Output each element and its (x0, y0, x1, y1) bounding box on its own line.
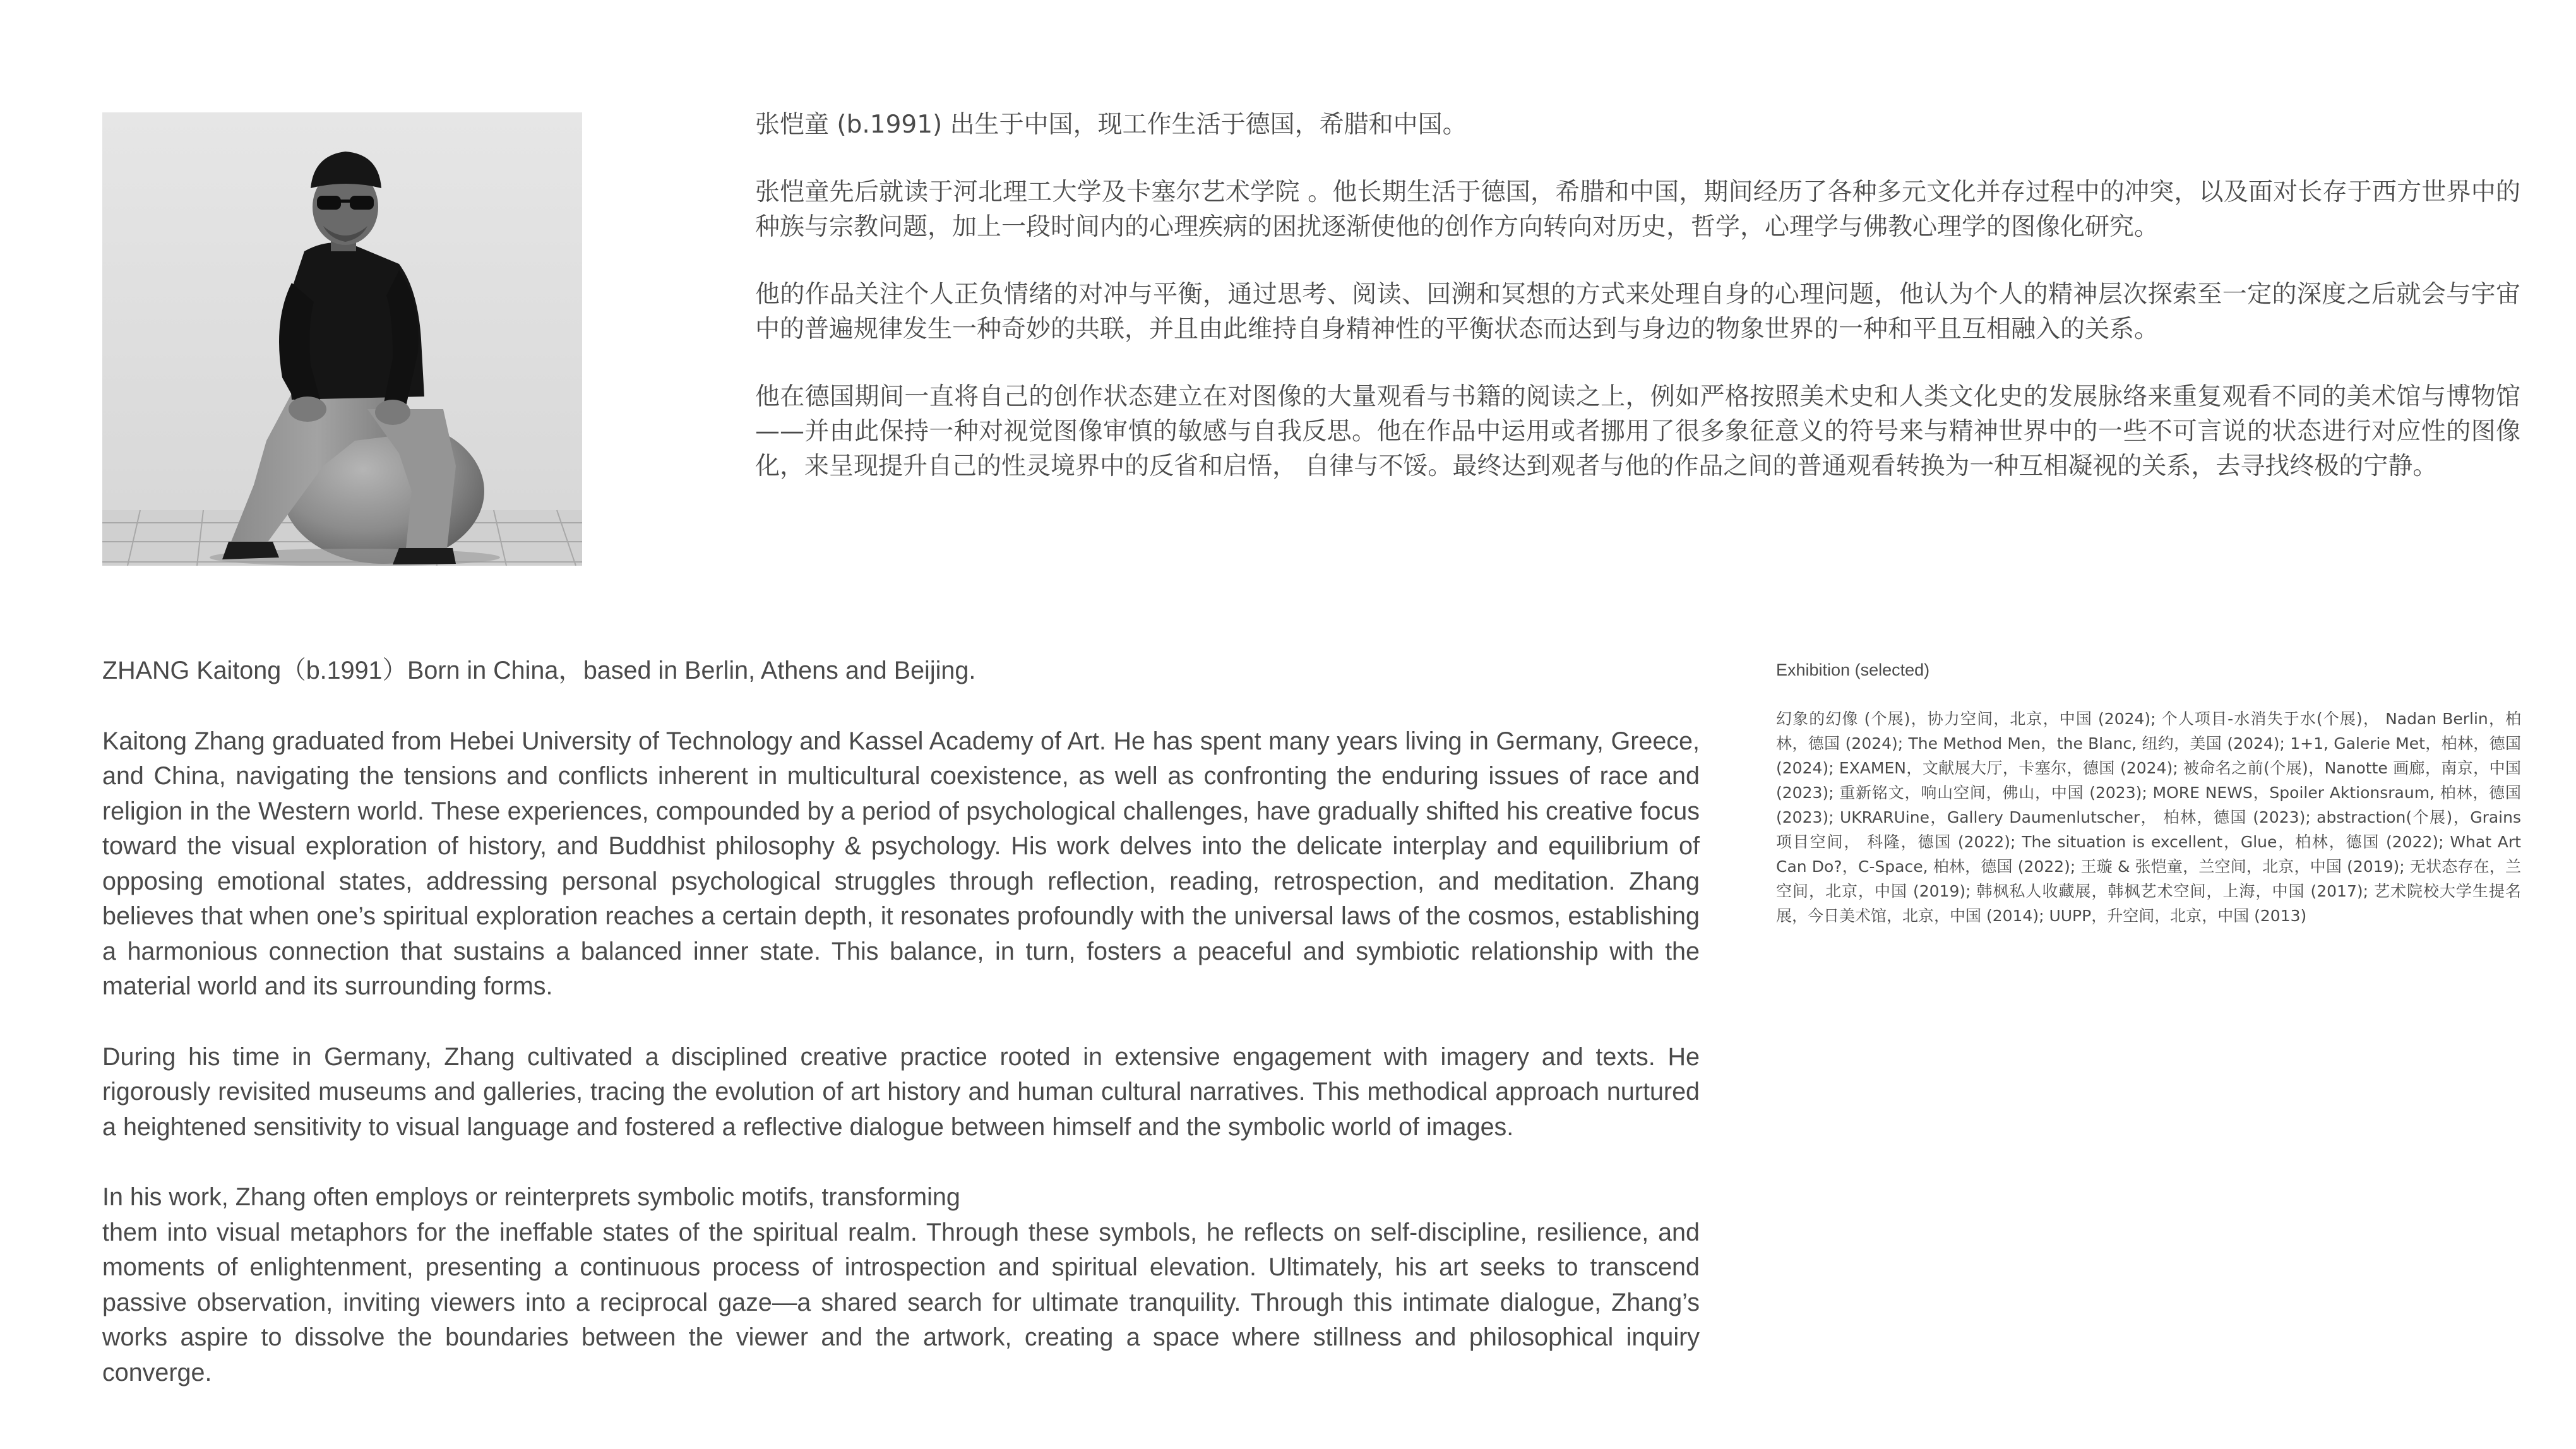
cn-bio-paragraph-4: 他在德国期间一直将自己的创作状态建立在对图像的大量观看与书籍的阅读之上，例如严格按照美术史和人类文化史的发展脉络来重复观看不同的美术馆与博物馆——并由此保持一种对视觉图像审慎的敏感与自我反思。他在作品中运用或者挪用了很多象征意义的符号来与精神世界中的一些不可言说的状态进行对应性的图像化，来呈现提升自己的性灵境界中的反省和启悟， 自律与不馁。最终达到观者与他的作品之间的普通观看转换为一种互相凝视的关系，去寻找终极的宁静。 (755, 383, 2520, 480)
portrait-photo (102, 112, 582, 566)
exhibition-entries: 幻象的幻像 (个展)，协力空间，北京，中国 (2024); 个人项目-水消失于水(个展)， Nadan Berlin，柏林，德国 (2024); The Method Men，the Blanc, 纽约，美国 (2024); 1+1, Galerie Met，柏林，德国 (2024); EXAMEN，文献展大厅，卡塞尔，德国 (2024); 被命名之前(个展)，Nanotte 画廊，南京，中国 (2023); 重新铭文，响山空间，佛山，中国 (2023); MORE NEWS，Spoiler Aktionsraum, 柏林，德国 (2023); UKRARUine，Gallery Daumenlutscher， 柏林，德国 (2023); abstraction(个展)，Grains 项目空间， 科隆，德国 (2022); The situation is excellent，Glue，柏林，德国 (2022); What Art Can Do?，C-Space, 柏林，德国 (2022); 王璇 & 张恺童，兰空间，北京，中国 (2019); 无状态存在，兰空间，北京，中国 (2019); 韩枫私人收藏展，韩枫艺术空间，上海，中国 (2017); 艺术院校大学生提名展，今日美术馆，北京，中国 (2014); UUPP，升空间，北京，中国 (2013) (1776, 710, 2521, 925)
en-bio-paragraph-1: ZHANG Kaitong（b.1991）Born in China，based in Berlin, Athens and Beijing. (102, 657, 976, 684)
cn-bio-paragraph-2: 张恺童先后就读于河北理工大学及卡塞尔艺术学院 。他长期生活于德国，希腊和中国，期间经历了各种多元文化并存过程中的冲突，以及面对长存于西方世界中的种族与宗教问题，加上一段时间内的心理疾病的困扰逐渐使他的创作方向转向对历史，哲学，心理学与佛教心理学的图像化研究。 (755, 178, 2520, 241)
cn-bio-paragraph-1: 张恺童 (b.1991) 出生于中国，现工作生活于德国，希腊和中国。 (755, 110, 1467, 139)
en-bio-paragraph-3: During his time in Germany, Zhang cultivated a disciplined creative practice rooted in extensive engagement with imagery and texts. He rigorously revisited museums and galleries, tracing the evolution of art history and human cultural narratives. This methodical approach nurtured a heightened sensitivity to visual language and fostered a reflective dialogue between himself and the symbolic world of images. (102, 1042, 1700, 1141)
chinese-biography (755, 107, 2520, 516)
exhibition-heading: Exhibition (selected) (1776, 660, 1930, 679)
en-bio-paragraph-4-line-1: In his work, Zhang often employs or reinterprets symbolic motifs, transforming (102, 1183, 960, 1211)
en-bio-paragraph-2: Kaitong Zhang graduated from Hebei University of Technology and Kassel Academy of Art. He has spent many years living in Germany, Greece, and China, navigating the tensions and conflicts inherent in multicultural coexistence, as well as confronting the enduring issues of race and religion in the Western world. These experiences, compounded by a period of psychological challenges, have gradually shifted his creative focus toward the visual exploration of history, and Buddhist philosophy & psychology. His work delves into the delicate interplay and equilibrium of opposing emotional states, addressing personal psychological struggles through reflection, reading, retrospection, and meditation. Zhang believes that when one’s spiritual exploration reaches a certain depth, it resonates profoundly with the universal laws of the cosmos, establishing a harmonious connection that sustains a balanced inner state. This balance, in turn, fosters a peaceful and symbiotic relationship with the material world and its surrounding forms. (102, 727, 1700, 1000)
exhibition-list (1776, 659, 2521, 928)
en-bio-paragraph-4: them into visual metaphors for the ineffable states of the spiritual realm. Through these symbols, he reflects on self-discipline, resilience, and moments of enlightenment, presenting a continuous process of introspection and spiritual elevation. Ultimately, his art seeks to transcend passive observation, inviting viewers into a reciprocal gaze—a shared search for ultimate tranquility. Through this intimate dialogue, Zhang’s works aspire to dissolve the boundaries between the viewer and the artwork, creating a space where stillness and philosophical inquiry converge. (102, 1218, 1700, 1386)
cn-bio-paragraph-3: 他的作品关注个人正负情绪的对冲与平衡，通过思考、阅读、回溯和冥想的方式来处理自身的心理问题，他认为个人的精神层次探索至一定的深度之后就会与宇宙中的普遍规律发生一种奇妙的共联，并且由此维持自身精神性的平衡状态而达到与身边的物象世界的一种和平且互相融入的关系。 (755, 280, 2520, 343)
artist-portrait (102, 112, 582, 566)
english-biography (102, 653, 1700, 1426)
